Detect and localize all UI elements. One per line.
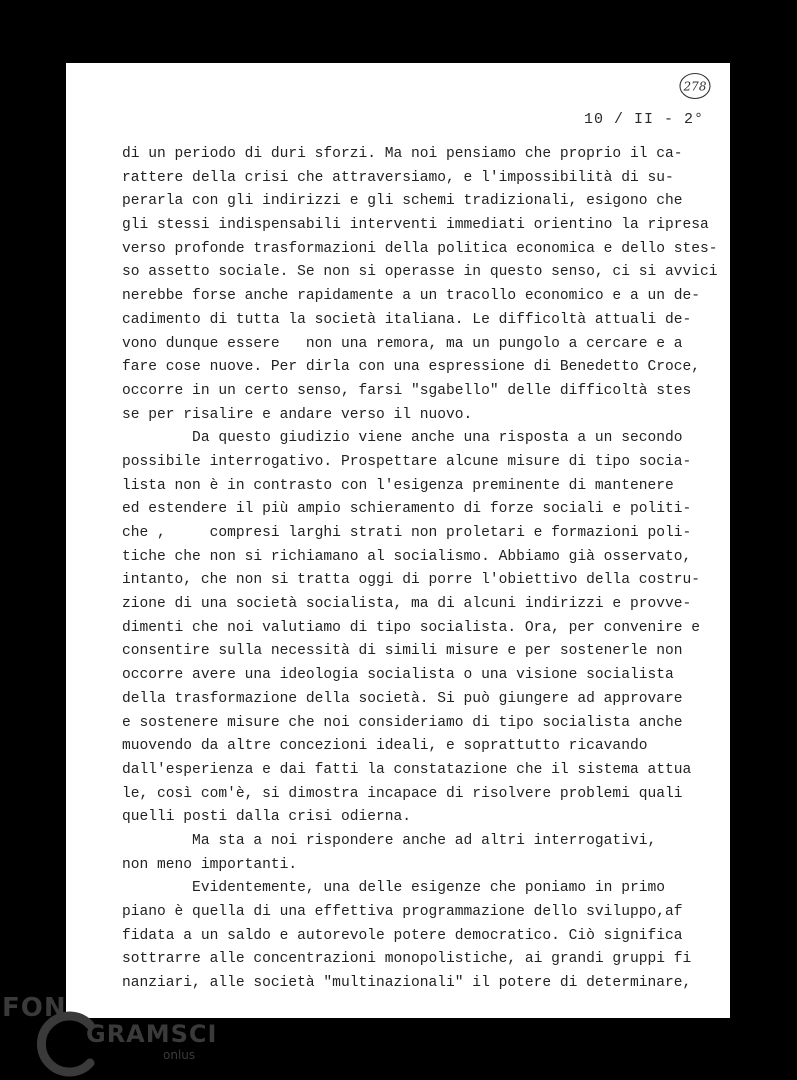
text-line: e sostenere misure che noi consideriamo di tipo socialista anche [122, 714, 683, 731]
document-page [66, 63, 730, 1018]
text-line: che , compresi larghi strati non proletari e formazioni poli- [122, 525, 692, 541]
text-line: ed estendere il più ampio schieramento di forze sociali e politi- [122, 501, 692, 518]
text-line: se per risalire e andare verso il nuovo. [122, 406, 473, 423]
text-line: sottrarre alle concentrazioni monopolistiche, ai grandi gruppi fi [122, 951, 692, 968]
text-line: dall'esperienza e dai fatti la constatazione che il sistema attua [122, 761, 692, 778]
archive-stamp [678, 71, 712, 101]
body-text [122, 143, 722, 996]
text-line: rattere della crisi che attraversiamo, e l'impossibilità di su- [122, 169, 674, 186]
text-line: di un periodo di duri sforzi. Ma noi pensiamo che proprio il ca- [122, 146, 683, 162]
page-reference: 10 / II - 2° [584, 111, 705, 128]
text-line: fare cose nuove. Per dirla con una espressione di Benedetto Croce, [122, 359, 701, 376]
text-line: verso profonde trasformazioni della politica economica e dello stes- [122, 240, 718, 257]
text-line: tiche che non si richiamano al socialismo. Abbiamo già osservato, [122, 548, 692, 565]
fondazione-gramsci-watermark [0, 985, 220, 1080]
text-line: occorre in un certo senso, farsi "sgabello" delle difficoltà stes [122, 382, 692, 399]
text-line: non meno importanti. [122, 856, 298, 873]
text-line: nerebbe forse anche rapidamente a un tracollo economico e a un de- [122, 288, 701, 305]
text-line: occorre avere una ideologia socialista o una visione socialista [122, 667, 674, 684]
text-line: consentire sulla necessità di simili misure e per sostenerle non [122, 643, 683, 660]
stamp-number: 278 [683, 79, 707, 94]
text-line: intanto, che non si tratta oggi di porre l'obiettivo della costru- [122, 572, 701, 589]
text-line: perarla con gli indirizzi e gli schemi tradizionali, esigono che [122, 193, 683, 210]
watermark-text-gramsci: GRAMSCI [86, 1020, 218, 1048]
text-line: nanziari, alle società "multinazionali" il potere di determinare, [122, 975, 692, 992]
text-line: so assetto sociale. Se non si operasse in questo senso, ci si avvici [122, 264, 718, 281]
text-line: muovendo da altre concezioni ideali, e soprattutto ricavando [122, 738, 648, 755]
text-line: dimenti che noi valutiamo di tipo socialista. Ora, per convenire e [122, 619, 701, 636]
text-line: Ma sta a noi rispondere anche ad altri interrogativi, [122, 832, 657, 849]
text-line: zione di una società socialista, ma di alcuni indirizzi e provve- [122, 596, 692, 613]
text-line: gli stessi indispensabili interventi immediati orientino la ripresa [122, 217, 709, 234]
text-line: lista non è in contrasto con l'esigenza preminente di mantenere [122, 477, 674, 494]
text-line: vono dunque essere non una remora, ma un pungolo a cercare e a [122, 335, 683, 352]
watermark-text-fon: FON [2, 993, 67, 1023]
watermark-text-onlus: onlus [163, 1048, 196, 1062]
text-line: quelli posti dalla crisi odierna. [122, 809, 412, 826]
text-line: fidata a un saldo e autorevole potere democratico. Ciò significa [122, 927, 683, 944]
text-line: della trasformazione della società. Si può giungere ad approvare [122, 690, 683, 707]
text-line: Evidentemente, una delle esigenze che poniamo in primo [122, 880, 665, 897]
text-line: le, così com'è, si dimostra incapace di risolvere problemi quali [122, 785, 683, 802]
text-line: piano è quella di una effettiva programmazione dello sviluppo,af [122, 904, 683, 920]
text-line: possibile interrogativo. Prospettare alcune misure di tipo socia- [122, 453, 692, 470]
text-line: cadimento di tutta la società italiana. Le difficoltà attuali de- [122, 311, 692, 328]
text-line: Da questo giudizio viene anche una risposta a un secondo [122, 430, 683, 447]
